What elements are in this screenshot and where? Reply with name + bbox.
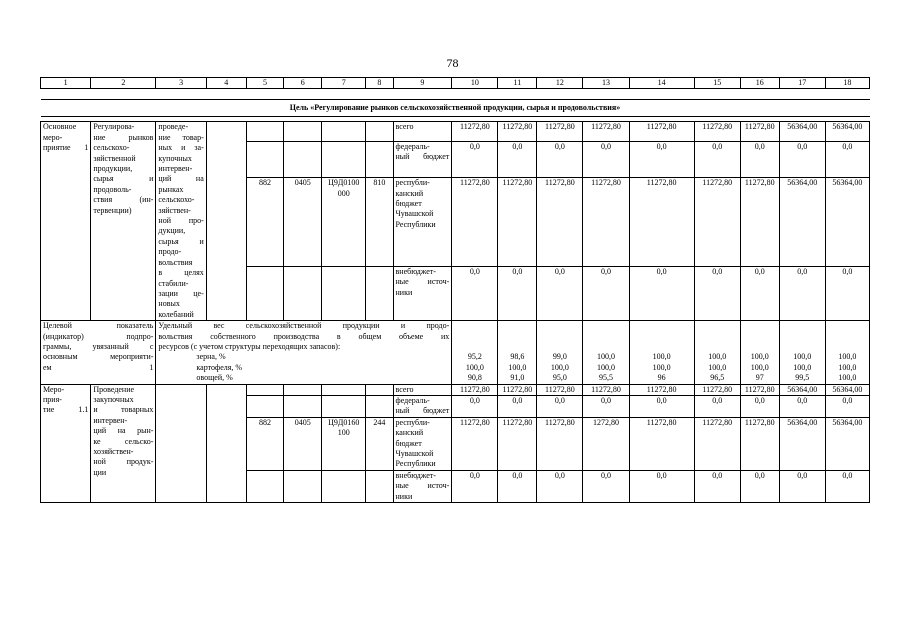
cell-line: ный бюджет bbox=[395, 406, 450, 416]
cell-line: ных и за- bbox=[158, 143, 204, 153]
header-cell: 2 bbox=[91, 78, 156, 89]
cell-line: основным мероприяти- bbox=[43, 352, 154, 362]
indicator-value: 91,0 bbox=[510, 372, 525, 382]
cell-line: всего bbox=[395, 122, 414, 132]
cell-line: ные источ- bbox=[395, 481, 450, 491]
amount-cell: 0,0 bbox=[694, 470, 740, 502]
cell-line: меро- bbox=[43, 132, 63, 142]
header-cell: 11 bbox=[498, 78, 537, 89]
target-article-code bbox=[322, 178, 366, 267]
code-cell bbox=[322, 267, 366, 321]
cell-line: зяйствен- bbox=[158, 205, 191, 215]
code-cell bbox=[366, 122, 393, 141]
amount-cell: 0,0 bbox=[629, 267, 694, 321]
header-cell: 5 bbox=[246, 78, 284, 89]
amount-cell: 56364,00 bbox=[779, 178, 825, 267]
amount-cell: 11272,80 bbox=[694, 178, 740, 267]
indicator-spacer bbox=[743, 321, 777, 352]
amount-cell: 11272,80 bbox=[452, 122, 498, 141]
cell-line: стабили- bbox=[158, 278, 189, 288]
indicator-value: 100,0 bbox=[597, 362, 615, 372]
goal-title: Цель «Регулирование рынков сельскохозяйственной продукции, сырья и продовольствия» bbox=[41, 100, 870, 117]
cell-line: новых bbox=[158, 299, 180, 309]
indicator-value: 100,0 bbox=[652, 362, 671, 372]
indicator-value: 100,0 bbox=[550, 362, 569, 372]
amount-cell: 0,0 bbox=[498, 141, 537, 178]
code-cell bbox=[284, 141, 322, 178]
indicator-value: 100,0 bbox=[793, 362, 812, 372]
amount-cell: 0,0 bbox=[779, 141, 825, 178]
indicator-value: 98,6 bbox=[510, 352, 525, 362]
cell-line: интервен- bbox=[158, 164, 193, 174]
budget-table bbox=[40, 77, 870, 503]
cell-line: Чувашской bbox=[395, 209, 434, 219]
cell-line: сельскохо- bbox=[158, 195, 195, 205]
indicator-description-cell bbox=[156, 321, 452, 384]
funding-source-cell bbox=[393, 122, 452, 141]
amount-cell: 0,0 bbox=[537, 267, 583, 321]
indicator-values-cell bbox=[537, 321, 583, 384]
indicator-value: 100,0 bbox=[838, 352, 857, 362]
indicator-value: 97 bbox=[755, 372, 764, 382]
indicator-value: 95,0 bbox=[552, 372, 567, 382]
funding-source-cell bbox=[393, 470, 452, 502]
code-cell bbox=[284, 384, 322, 395]
cell-line: продукции, bbox=[93, 164, 133, 174]
indicator-item: картофеля, % bbox=[196, 362, 243, 372]
cell-line: ции bbox=[93, 467, 107, 477]
amount-cell: 11272,80 bbox=[537, 178, 583, 267]
code-cell bbox=[322, 122, 366, 141]
amount-cell: 56364,00 bbox=[825, 384, 869, 395]
amount-cell: 56364,00 bbox=[825, 417, 869, 470]
amount-cell: 0,0 bbox=[537, 141, 583, 178]
indicator-value: 100,0 bbox=[750, 352, 769, 362]
amount-cell: 0,0 bbox=[583, 470, 629, 502]
cell-line: рынках bbox=[158, 184, 184, 194]
amount-cell: 0,0 bbox=[498, 470, 537, 502]
amount-cell: 0,0 bbox=[694, 141, 740, 178]
amount-cell: 11272,80 bbox=[452, 178, 498, 267]
cell-line: канский bbox=[395, 428, 424, 438]
indicator-spacer bbox=[782, 321, 823, 352]
funding-source-cell bbox=[393, 178, 452, 267]
expense-type-code: 244 bbox=[366, 417, 393, 470]
cell-line: Республики bbox=[395, 459, 436, 469]
section-code: 0405 bbox=[284, 417, 322, 470]
indicator-value: 99,0 bbox=[552, 352, 567, 362]
amount-cell: 0,0 bbox=[779, 470, 825, 502]
amount-cell: 56364,00 bbox=[779, 384, 825, 395]
indicator-values-cell bbox=[452, 321, 498, 384]
event-name-cell bbox=[91, 384, 156, 502]
cell-line: бюджет bbox=[395, 438, 422, 448]
section-code: 0405 bbox=[284, 178, 322, 267]
cell-line: Целевой показатель bbox=[43, 321, 154, 331]
code-cell bbox=[366, 395, 393, 417]
indicator-text-line: вольствия собственного производства в общем объеме их bbox=[158, 331, 450, 341]
expense-type-code: 810 bbox=[366, 178, 393, 267]
cell-line: 100 bbox=[337, 428, 350, 438]
target-article-code bbox=[322, 417, 366, 470]
cell-line: зации це- bbox=[158, 288, 204, 298]
cell-line: вольствия bbox=[158, 257, 193, 267]
code-cell bbox=[284, 470, 322, 502]
amount-cell: 11272,80 bbox=[537, 417, 583, 470]
cell-line: федераль- bbox=[395, 141, 430, 151]
code-cell bbox=[246, 470, 284, 502]
code-cell bbox=[284, 267, 322, 321]
amount-cell: 11272,80 bbox=[452, 384, 498, 395]
header-cell: 10 bbox=[452, 78, 498, 89]
indicator-spacer bbox=[585, 321, 626, 352]
amount-cell: 0,0 bbox=[825, 141, 869, 178]
amount-cell: 0,0 bbox=[452, 470, 498, 502]
amount-cell: 11272,80 bbox=[629, 122, 694, 141]
cell-line: Проведение bbox=[93, 384, 135, 394]
grbs-code: 882 bbox=[246, 417, 284, 470]
cell-line: ный бюджет bbox=[395, 151, 450, 161]
amount-cell: 0,0 bbox=[537, 395, 583, 417]
cell-line: ние рынков bbox=[93, 132, 154, 142]
cell-line: зяйственной bbox=[93, 153, 136, 163]
cell-line: в целях bbox=[158, 268, 204, 278]
amount-cell: 11272,80 bbox=[740, 417, 779, 470]
indicator-value: 100,0 bbox=[750, 362, 769, 372]
indicator-spacer bbox=[697, 321, 738, 352]
indicator-value: 100,0 bbox=[793, 352, 812, 362]
amount-cell: 0,0 bbox=[779, 267, 825, 321]
cell-line: и товарных bbox=[93, 405, 154, 415]
cell-line: всего bbox=[395, 384, 414, 394]
cell-line: дукции, bbox=[158, 226, 186, 236]
cell-line: ке сельско- bbox=[93, 436, 154, 446]
amount-cell: 11272,80 bbox=[583, 384, 629, 395]
amount-cell: 0,0 bbox=[452, 141, 498, 178]
amount-cell: 11272,80 bbox=[740, 122, 779, 141]
spacer-cell bbox=[41, 89, 870, 100]
page-number: 78 bbox=[446, 56, 459, 70]
amount-cell: 0,0 bbox=[740, 267, 779, 321]
grbs-code: 882 bbox=[246, 178, 284, 267]
amount-cell: 11272,80 bbox=[694, 417, 740, 470]
responsible-cell bbox=[206, 122, 246, 321]
cell-line: купочных bbox=[158, 153, 192, 163]
code-cell bbox=[246, 122, 284, 141]
indicator-value: 96 bbox=[657, 372, 666, 382]
amount-cell: 0,0 bbox=[452, 267, 498, 321]
indicator-label-cell bbox=[41, 321, 156, 384]
amount-cell: 0,0 bbox=[537, 470, 583, 502]
header-cell: 16 bbox=[740, 78, 779, 89]
header-cell: 17 bbox=[779, 78, 825, 89]
amount-cell: 0,0 bbox=[825, 267, 869, 321]
amount-cell: 11272,80 bbox=[583, 122, 629, 141]
amount-cell: 0,0 bbox=[583, 267, 629, 321]
indicator-values-cell bbox=[825, 321, 869, 384]
cell-line: ций на bbox=[158, 174, 204, 184]
cell-line: приятие 1 bbox=[43, 143, 89, 153]
amount-cell: 11272,80 bbox=[452, 417, 498, 470]
cell-line: Ц9Д0100 bbox=[328, 178, 360, 188]
amount-cell: 0,0 bbox=[452, 395, 498, 417]
indicator-values-cell bbox=[583, 321, 629, 384]
amount-cell: 0,0 bbox=[740, 395, 779, 417]
event-type-cell bbox=[41, 122, 91, 321]
indicator-text-line: Удельный вес сельскохозяйственной продукции и продо- bbox=[158, 321, 450, 331]
amount-cell: 0,0 bbox=[629, 395, 694, 417]
table-row bbox=[41, 384, 870, 395]
amount-cell: 11272,80 bbox=[629, 178, 694, 267]
indicator-spacer bbox=[828, 321, 867, 352]
cell-line: ной продук- bbox=[93, 457, 154, 467]
indicator-value: 100,0 bbox=[652, 352, 671, 362]
amount-cell: 11272,80 bbox=[498, 122, 537, 141]
code-cell bbox=[366, 384, 393, 395]
amount-cell: 11272,80 bbox=[694, 122, 740, 141]
amount-cell: 56364,00 bbox=[779, 417, 825, 470]
cell-line: Регулирова- bbox=[93, 122, 135, 132]
cell-line: республи- bbox=[395, 417, 430, 427]
indicator-value: 99,5 bbox=[795, 372, 810, 382]
indicator-value: 100,0 bbox=[708, 362, 727, 372]
funding-source-cell bbox=[393, 141, 452, 178]
event-description-cell bbox=[156, 122, 206, 321]
cell-line: Чувашской bbox=[395, 449, 434, 458]
header-cell: 18 bbox=[825, 78, 869, 89]
cell-line: (индикатор) подпро- bbox=[43, 331, 154, 341]
cell-line: Ц9Д0160 bbox=[328, 417, 360, 427]
amount-cell: 56364,00 bbox=[825, 178, 869, 267]
code-cell bbox=[284, 395, 322, 417]
amount-cell: 0,0 bbox=[825, 395, 869, 417]
header-cell: 14 bbox=[629, 78, 694, 89]
amount-cell: 0,0 bbox=[825, 470, 869, 502]
cell-line: внебюджет- bbox=[395, 267, 436, 277]
indicator-spacer bbox=[500, 321, 534, 352]
cell-line: тие 1.1 bbox=[43, 405, 89, 415]
indicator-row bbox=[41, 321, 870, 384]
amount-cell: 11272,80 bbox=[694, 384, 740, 395]
cell-line: Основное bbox=[43, 122, 77, 132]
header-cell: 9 bbox=[393, 78, 452, 89]
cell-line: ем 1 bbox=[43, 362, 154, 372]
cell-line: сырья и bbox=[93, 174, 154, 184]
amount-cell: 0,0 bbox=[629, 141, 694, 178]
header-cell: 1 bbox=[41, 78, 91, 89]
cell-line: колебаний bbox=[158, 309, 194, 319]
amount-cell: 11272,80 bbox=[498, 178, 537, 267]
cell-line: республи- bbox=[395, 178, 430, 188]
event-type-cell bbox=[41, 384, 91, 502]
indicator-value: 100,0 bbox=[508, 362, 527, 372]
code-cell bbox=[246, 267, 284, 321]
amount-cell: 11272,80 bbox=[740, 384, 779, 395]
cell-line: бюджет bbox=[395, 198, 422, 208]
cell-line: ций на рын- bbox=[93, 426, 154, 436]
amount-cell: 11272,80 bbox=[498, 384, 537, 395]
header-cell: 7 bbox=[322, 78, 366, 89]
indicator-value: 100,0 bbox=[465, 362, 484, 372]
cell-line: ники bbox=[395, 491, 413, 501]
cell-line: ствия (ин- bbox=[93, 195, 154, 205]
header-cell: 8 bbox=[366, 78, 393, 89]
amount-cell: 56364,00 bbox=[779, 122, 825, 141]
header-cell: 13 bbox=[583, 78, 629, 89]
indicator-spacer bbox=[539, 321, 580, 352]
cell-line: Республики bbox=[395, 219, 436, 229]
indicator-spacer bbox=[632, 321, 692, 352]
cell-line: проведе- bbox=[158, 122, 189, 132]
indicator-value: 95,5 bbox=[599, 372, 613, 382]
indicator-values-cell bbox=[694, 321, 740, 384]
amount-cell: 11272,80 bbox=[537, 122, 583, 141]
code-cell bbox=[322, 384, 366, 395]
table-row bbox=[41, 122, 870, 141]
indicator-spacer bbox=[454, 321, 495, 352]
event-description-cell bbox=[156, 384, 206, 502]
cell-line: продо- bbox=[158, 247, 182, 257]
amount-cell: 0,0 bbox=[498, 395, 537, 417]
amount-cell: 11272,80 bbox=[498, 417, 537, 470]
cell-line: ной про- bbox=[158, 216, 204, 226]
cell-line: прия- bbox=[43, 394, 62, 404]
header-cell: 15 bbox=[694, 78, 740, 89]
indicator-value: 90,8 bbox=[467, 372, 482, 382]
header-cell: 12 bbox=[537, 78, 583, 89]
cell-line: закупочных bbox=[93, 394, 134, 404]
indicator-item: овощей, % bbox=[196, 373, 233, 383]
code-cell bbox=[246, 384, 284, 395]
code-cell bbox=[366, 470, 393, 502]
cell-line: сельскохо- bbox=[93, 143, 130, 153]
funding-source-cell bbox=[393, 384, 452, 395]
cell-line: федераль- bbox=[395, 395, 430, 405]
indicator-value: 100,0 bbox=[597, 352, 615, 362]
cell-line: канский bbox=[395, 188, 424, 198]
indicator-item: зерна, % bbox=[196, 352, 226, 362]
cell-line: ние товар- bbox=[158, 132, 204, 142]
amount-cell: 11272,80 bbox=[629, 384, 694, 395]
amount-cell: 11272,80 bbox=[583, 178, 629, 267]
cell-line: Меро- bbox=[43, 384, 65, 394]
amount-cell: 0,0 bbox=[740, 470, 779, 502]
indicator-values-cell bbox=[498, 321, 537, 384]
header-cell: 3 bbox=[156, 78, 206, 89]
cell-line: 000 bbox=[337, 188, 350, 198]
cell-line: хозяйствен- bbox=[93, 447, 134, 456]
code-cell bbox=[284, 122, 322, 141]
amount-cell: 0,0 bbox=[498, 267, 537, 321]
funding-source-cell bbox=[393, 267, 452, 321]
amount-cell: 0,0 bbox=[583, 141, 629, 178]
amount-cell: 0,0 bbox=[583, 395, 629, 417]
indicator-values-cell bbox=[779, 321, 825, 384]
header-row bbox=[41, 78, 870, 89]
indicator-values-cell bbox=[629, 321, 694, 384]
event-name-cell bbox=[91, 122, 156, 321]
amount-cell: 11272,80 bbox=[629, 417, 694, 470]
amount-cell: 11272,80 bbox=[537, 384, 583, 395]
responsible-cell bbox=[206, 384, 246, 502]
amount-cell: 0,0 bbox=[779, 395, 825, 417]
amount-cell: 0,0 bbox=[740, 141, 779, 178]
indicator-value: 95,2 bbox=[467, 352, 482, 362]
amount-cell: 0,0 bbox=[694, 267, 740, 321]
cell-line: интервен- bbox=[93, 415, 128, 425]
spacer-row bbox=[41, 89, 870, 100]
code-cell bbox=[322, 470, 366, 502]
indicator-value: 100,0 bbox=[708, 352, 727, 362]
cell-line: ные источ- bbox=[395, 277, 450, 287]
cell-line: граммы, увязанный с bbox=[43, 341, 154, 351]
amount-cell: 56364,00 bbox=[825, 122, 869, 141]
funding-source-cell bbox=[393, 417, 452, 470]
amount-cell: 0,0 bbox=[694, 395, 740, 417]
indicator-text-line: ресурсов (с учетом структуры переходящих запасов): bbox=[158, 341, 341, 351]
cell-line: продоволь- bbox=[93, 184, 132, 194]
indicator-value: 100,0 bbox=[838, 362, 857, 372]
cell-line: внебюджет- bbox=[395, 470, 436, 480]
code-cell bbox=[246, 141, 284, 178]
header-cell: 6 bbox=[284, 78, 322, 89]
amount-cell: 0,0 bbox=[629, 470, 694, 502]
cell-line: тервенции) bbox=[93, 205, 132, 215]
code-cell bbox=[366, 141, 393, 178]
indicator-value: 96,5 bbox=[710, 372, 725, 382]
cell-line: сырья и bbox=[158, 236, 204, 246]
code-cell bbox=[366, 267, 393, 321]
amount-cell: 11272,80 bbox=[740, 178, 779, 267]
indicator-value: 100,0 bbox=[838, 372, 857, 382]
cell-line: ники bbox=[395, 287, 413, 297]
indicator-values-cell bbox=[740, 321, 779, 384]
code-cell bbox=[322, 395, 366, 417]
code-cell bbox=[322, 141, 366, 178]
header-cell: 4 bbox=[206, 78, 246, 89]
code-cell bbox=[246, 395, 284, 417]
funding-source-cell bbox=[393, 395, 452, 417]
amount-cell: 1272,80 bbox=[583, 417, 629, 470]
goal-row bbox=[41, 100, 870, 117]
